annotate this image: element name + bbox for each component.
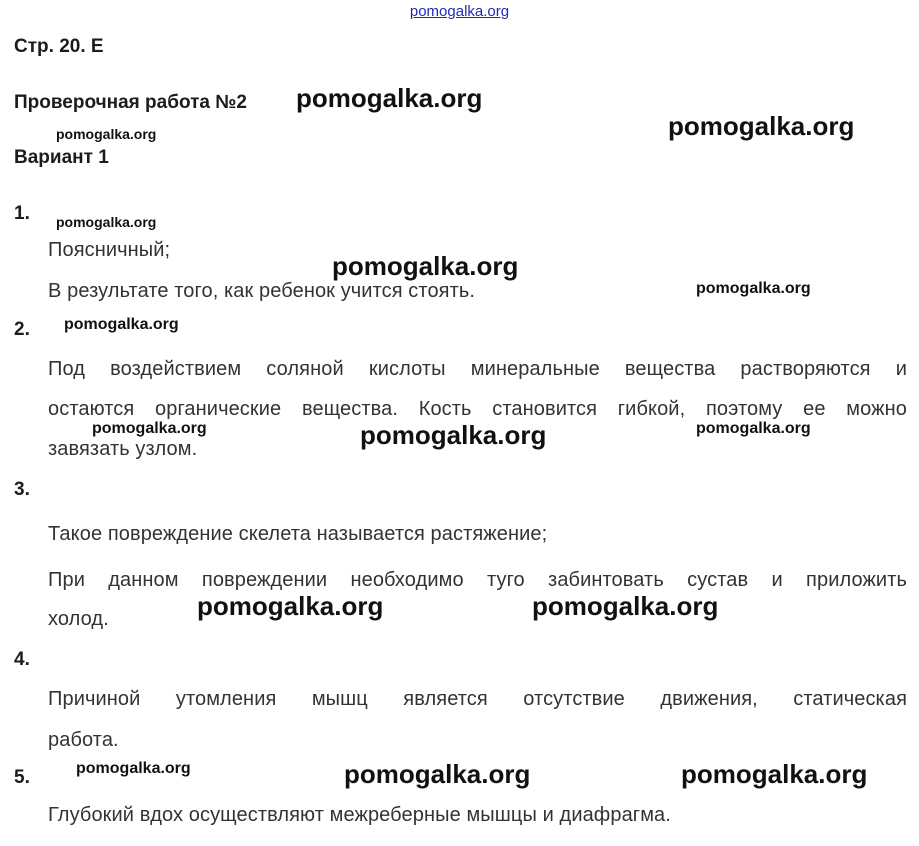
watermark: pomogalka.org bbox=[56, 126, 157, 142]
item-4-line-1: Причиной утомления мышц является отсутствие движения, статическая bbox=[48, 688, 907, 710]
item-2-number: 2. bbox=[14, 319, 30, 340]
item-2-line-2: остаются органические вещества. Кость становится гибкой, поэтому ее можно bbox=[48, 398, 907, 420]
watermark: pomogalka.org bbox=[696, 420, 811, 437]
item-2-line-1: Под воздействием соляной кислоты минеральные вещества растворяются и bbox=[48, 358, 907, 380]
item-3-number: 3. bbox=[14, 479, 30, 500]
item-4-number: 4. bbox=[14, 649, 30, 670]
item-5-line-1: Глубокий вдох осуществляют межреберные мышцы и диафрагма. bbox=[48, 804, 671, 826]
watermark: pomogalka.org bbox=[344, 759, 531, 789]
item-1-line-2: В результате того, как ребенок учится стоять. bbox=[48, 280, 476, 302]
item-3-line-2: При данном повреждении необходимо туго забинтовать сустав и приложить bbox=[48, 569, 907, 591]
watermark: pomogalka.org bbox=[76, 760, 191, 777]
watermark: pomogalka.org bbox=[681, 759, 868, 789]
watermark: pomogalka.org bbox=[56, 214, 157, 230]
item-1-number: 1. bbox=[14, 203, 30, 224]
item-3-line-1: Такое повреждение скелета называется растяжение; bbox=[48, 523, 548, 545]
item-1-line-1: Поясничный; bbox=[48, 239, 171, 261]
watermark: pomogalka.org bbox=[92, 420, 207, 437]
watermark: pomogalka.org bbox=[332, 251, 519, 281]
watermark: pomogalka.org bbox=[197, 591, 384, 621]
top-watermark-link[interactable]: pomogalka.org bbox=[409, 3, 510, 20]
watermark: pomogalka.org bbox=[532, 591, 719, 621]
page-reference: Стр. 20. Е bbox=[14, 36, 104, 57]
watermark: pomogalka.org bbox=[360, 420, 547, 450]
variant-heading: Вариант 1 bbox=[14, 147, 109, 168]
item-4-line-2: работа. bbox=[48, 729, 119, 751]
watermark: pomogalka.org bbox=[668, 111, 855, 141]
item-2-line-3: завязать узлом. bbox=[48, 438, 198, 460]
item-3-line-3: холод. bbox=[48, 608, 109, 630]
watermark: pomogalka.org bbox=[696, 280, 811, 297]
item-5-number: 5. bbox=[14, 767, 30, 788]
page-title: Проверочная работа №2 bbox=[14, 92, 247, 113]
watermark: pomogalka.org bbox=[64, 316, 179, 333]
watermark: pomogalka.org bbox=[296, 83, 483, 113]
